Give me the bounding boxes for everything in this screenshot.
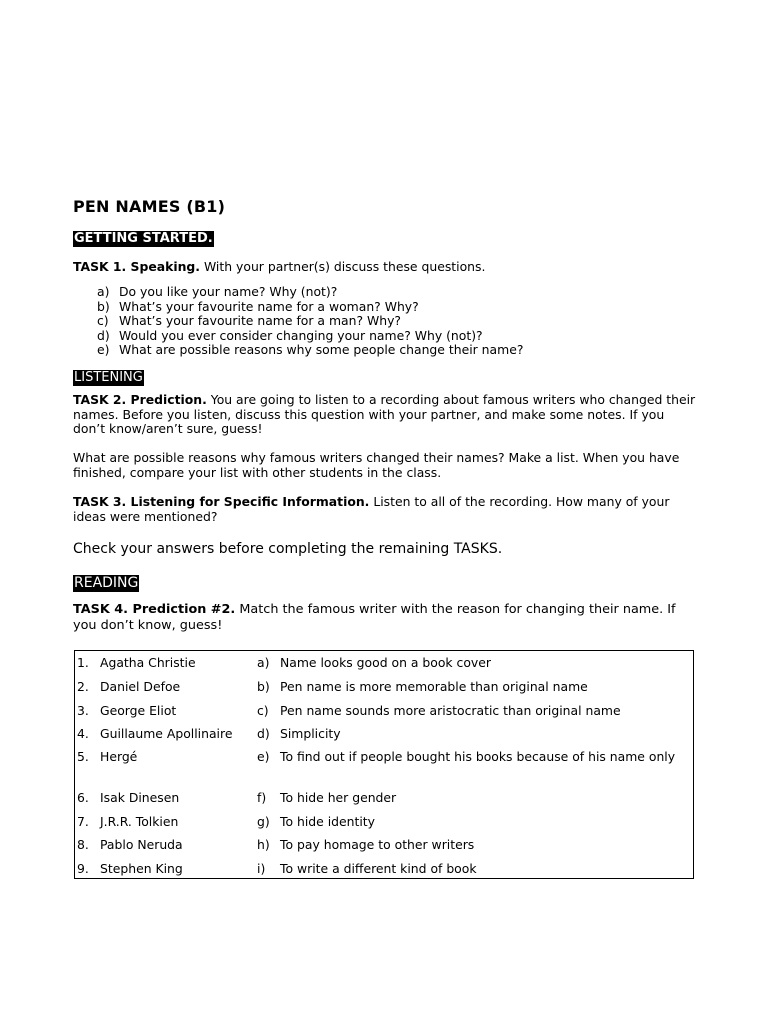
reason-letter: e) [257,749,270,764]
question-letter: e) [97,342,110,358]
list-item [97,285,523,300]
reason-letter: f) [257,790,267,805]
task3-instructions [73,495,696,524]
question-text: What’s your favourite name for a woman? Why? [119,298,419,314]
writer-name: Daniel Defoe [100,679,181,694]
writer-name: Isak Dinesen [100,790,180,805]
reason-text: To pay homage to other writers [280,837,475,852]
task4-label: TASK 4. Prediction #2. [73,602,236,617]
task4-instructions [73,602,696,634]
reason-text: To hide identity [280,814,375,829]
writer-name: Hergé [100,749,138,764]
list-item [97,343,523,358]
section-reading: READING [74,575,139,591]
section-getting-started: GETTING STARTED. [74,231,213,246]
question-letter: c) [97,313,109,329]
reason-letter: c) [257,703,269,718]
reason-letter: a) [257,655,270,670]
question-text: What are possible reasons why some people change their name? [119,342,524,358]
reason-text: To write a different kind of book [280,861,477,876]
task2-question: What are possible reasons why famous writers changed their names? Make a list. When you have finished, compare your list with other students in the class. [73,450,680,480]
question-letter: b) [97,298,110,314]
writer-name: Guillaume Apollinaire [100,726,233,741]
list-item [97,300,523,315]
task1-text: With your partner(s) discuss these questions. [200,259,486,274]
check-answers-text: Check your answers before completing the remaining TASKS. [73,541,503,557]
writer-name: Agatha Christie [100,655,196,670]
reason-letter: g) [257,814,270,829]
reason-letter: h) [257,837,270,852]
question-text: Do you like your name? Why (not)? [119,284,338,299]
reason-letter: b) [257,679,270,694]
reason-text: Pen name is more memorable than original name [280,679,588,694]
row-number: 8. [77,837,89,852]
task3-label: TASK 3. Listening for Specific Information. [73,494,370,509]
row-number: 7. [77,814,89,829]
reason-text: To find out if people bought his books because of his name only [280,749,676,764]
reason-text: To hide her gender [280,790,397,805]
matching-table [74,650,694,879]
section-listening: LISTENING [74,370,143,385]
writer-name: J.R.R. Tolkien [100,814,179,829]
reason-text: Pen name sounds more aristocratic than original name [280,703,621,718]
question-text: What’s your favourite name for a man? Why? [119,313,401,329]
task2-instructions [73,393,696,437]
row-number: 6. [77,790,89,805]
reason-letter: d) [257,726,270,741]
writer-name: George Eliot [100,703,177,718]
task2-label: TASK 2. Prediction. [73,392,207,407]
task1-instructions [73,260,696,275]
list-item [97,314,523,329]
row-number: 3. [77,703,89,718]
list-item [97,329,523,344]
row-number: 5. [77,749,89,764]
writer-name: Pablo Neruda [100,837,183,852]
task4-text: Match the famous writer with the reason for changing their name. If you don’t know, guess! [73,602,676,633]
row-number: 4. [77,726,89,741]
task2-text: You are going to listen to a recording about famous writers who changed their names. Before you listen, discuss this question with your partner, and make some notes. If you don’t know/aren’t sure, guess! [73,392,696,437]
row-number: 9. [77,861,89,876]
reason-text: Simplicity [280,726,341,741]
row-number: 1. [77,655,89,670]
task3-text: Listen to all of the recording. How many of your ideas were mentioned? [73,494,670,524]
reason-text: Name looks good on a book cover [280,655,491,670]
reason-letter: i) [257,861,266,876]
task1-question-list [97,285,523,358]
task1-label: TASK 1. Speaking. [73,259,201,274]
question-text: Would you ever consider changing your name? Why (not)? [119,327,483,343]
writer-name: Stephen King [100,861,183,876]
page-title: PEN NAMES (B1) [73,197,226,216]
question-letter: a) [97,284,110,299]
question-letter: d) [97,327,110,343]
row-number: 2. [77,679,89,694]
